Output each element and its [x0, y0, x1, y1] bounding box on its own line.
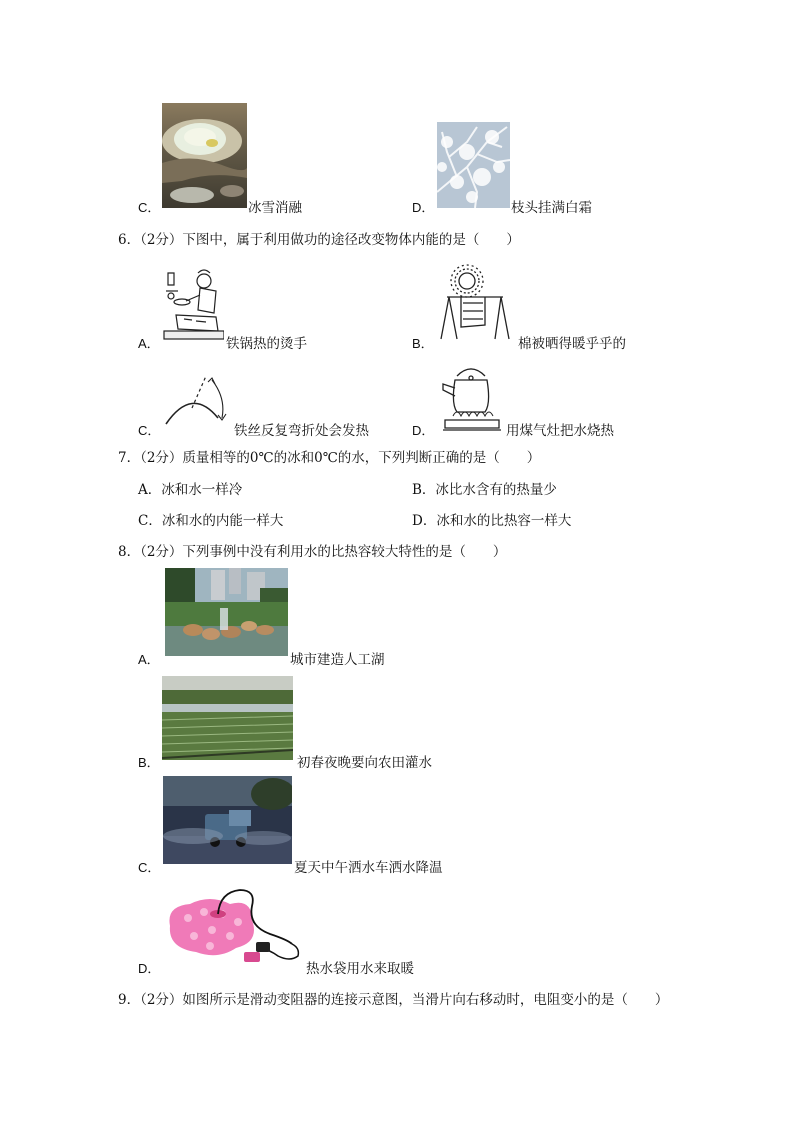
q7-stem: 7．（2分）质量相等的0℃的冰和0℃的水，下列判断正确的是（ ）: [118, 450, 541, 466]
q7-option-a: A．冰和水一样冷: [138, 482, 243, 498]
artificial-lake-photo: [165, 568, 288, 656]
q5-option-c-letter: C．: [138, 200, 161, 215]
q6-option-a-text: 铁锅热的烫手: [226, 336, 307, 352]
q5-option-d-text: 枝头挂满白霜: [511, 200, 592, 216]
frost-branch-photo: [437, 122, 510, 208]
hot-water-bag-photo: [160, 886, 306, 966]
q6-option-c-text: 铁丝反复弯折处会发热: [234, 423, 369, 439]
q5-option-c-text: 冰雪消融: [248, 200, 302, 216]
q7-option-b: B．冰比水含有的热量少: [412, 482, 557, 498]
sprinkler-truck-photo: [163, 776, 292, 864]
q6-option-b-letter: B．: [412, 336, 434, 351]
q8-option-c-text: 夏天中午洒水车洒水降温: [294, 860, 443, 876]
q6-option-b-text: 棉被晒得暖乎乎的: [518, 336, 626, 352]
q6-option-d-text: 用煤气灶把水烧热: [506, 423, 614, 439]
q8-option-c-letter: C．: [138, 860, 161, 875]
irrigated-field-photo: [162, 676, 293, 760]
q8-stem: 8．（2分）下列事例中没有利用水的比热容较大特性的是（ ）: [118, 544, 507, 560]
quilt-drying-sun-drawing: [437, 263, 515, 343]
q5-option-d-letter: D．: [412, 200, 435, 215]
melting-ice-photo: [162, 103, 247, 208]
q9-stem: 9．（2分）如图所示是滑动变阻器的连接示意图，当滑片向右移动时，电阻变小的是（ ）: [118, 992, 669, 1008]
q8-option-a-letter: A．: [138, 652, 160, 667]
q7-option-c: C．冰和水的内能一样大: [138, 513, 284, 529]
q8-option-a-text: 城市建造人工湖: [290, 652, 385, 668]
q6-option-d-letter: D．: [412, 423, 435, 438]
kettle-on-stove-drawing: [437, 364, 505, 432]
cook-with-pan-drawing: [162, 265, 224, 341]
q8-option-d-text: 热水袋用水来取暖: [306, 961, 414, 977]
q6-option-a-letter: A．: [138, 336, 160, 351]
bent-wire-drawing: [162, 370, 234, 440]
q6-option-c-letter: C．: [138, 423, 161, 438]
q6-stem: 6．（2分）下图中，属于利用做功的途径改变物体内能的是（ ）: [118, 232, 520, 248]
q7-option-d: D．冰和水的比热容一样大: [412, 513, 572, 529]
q8-option-b-text: 初春夜晚要向农田灌水: [297, 755, 432, 771]
q8-option-b-letter: B．: [138, 755, 160, 770]
q8-option-d-letter: D．: [138, 961, 161, 976]
